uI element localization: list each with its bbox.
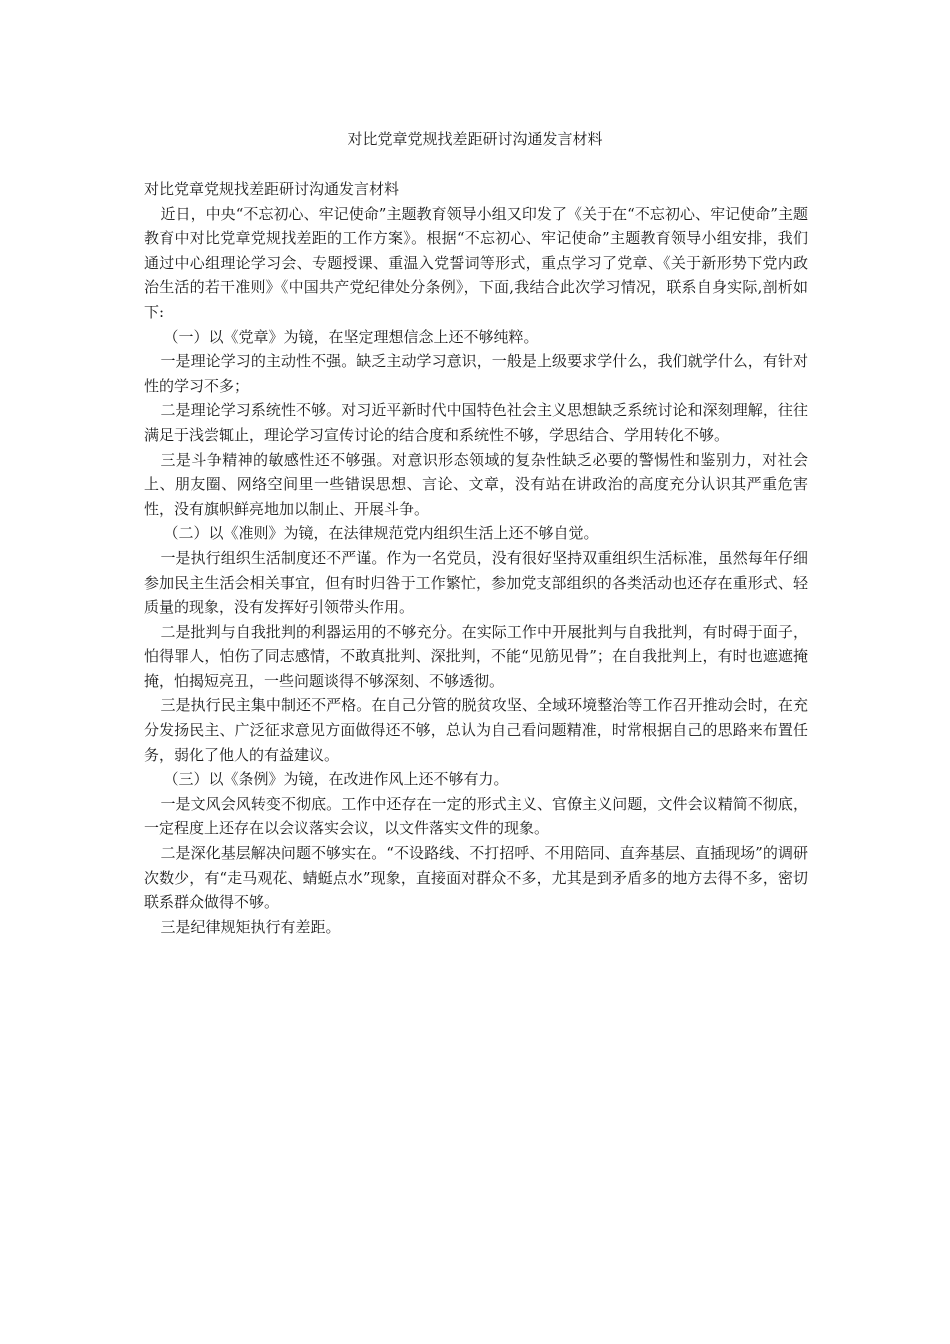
section-1-point-2: 二是理论学习系统性不够。对习近平新时代中国特色社会主义思想缺乏系统讨论和深刻理解，往往满足于浅尝辄止，理论学习宣传讨论的结合度和系统性不够，学思结合、学用转化不够。 (144, 401, 808, 444)
section-heading-2: （二）以《准则》为镜，在法律规范党内组织生活上还不够自觉。 (163, 524, 599, 543)
section-heading-3: （三）以《条例》为镜，在改进作风上还不够有力。 (163, 770, 509, 789)
section-2-point-2: 二是批判与自我批判的利器运用的不够充分。在实际工作中开展批判与自我批判，有时碍于面子，怕得罪人，怕伤了同志感情，不敢真批判、深批判，不能“见筋见骨”；在自我批判上，有时也遮遮掩掩，怕揭短亮丑，一些问题谈得不够深刻、不够透彻。 (144, 622, 808, 690)
section-heading-1: （一）以《党章》为镜，在坚定理想信念上还不够纯粹。 (163, 327, 539, 346)
section-3-point-2: 二是深化基层解决问题不够实在。“不设路线、不打招呼、不用陪同、直奔基层、直插现场”的调研次数少，有“走马观花、蜻蜓点水”现象，直接面对群众不多，尤其是到矛盾多的地方去得不多，密切联系群众做得不够。 (144, 844, 808, 912)
section-2-point-1: 一是执行组织生活制度还不严谨。作为一名党员，没有很好坚持双重组织生活标准，虽然每年仔细参加民主生活会相关事宜，但有时归咎于工作繁忙，参加党支部组织的各类活动也还存在重形式、轻质量的现象，没有发挥好引领带头作用。 (144, 548, 808, 617)
section-1-point-3: 三是斗争精神的敏感性还不够强。对意识形态领域的复杂性缺乏必要的警惕性和鉴别力，对社会上、朋友圈、网络空间里一些错误思想、言论、文章，没有站在讲政治的高度充分认识其严重危害性，没有旗帜鲜亮地加以制止、开展斗争。 (144, 450, 808, 518)
section-3-point-3: 三是纪律规矩执行有差距。 (160, 917, 341, 936)
document-body (144, 177, 808, 939)
intro-paragraph: 近日，中央“不忘初心、牢记使命”主题教育领导小组又印发了《关于在“不忘初心、牢记使命”主题教育中对比党章党规找差距的工作方案》。根据“不忘初心、牢记使命”主题教育领导小组安排，我们通过中心组理论学习会、专题授课、重温入党誓词等形式，重点学习了党章、《关于新形势下党内政治生活的若干准则》《中国共产党纪律处分条例》，下面,我结合此次学习情况，联系自身实际,剖析如下: (144, 204, 808, 321)
section-3-point-1: 一是文风会风转变不彻底。工作中还存在一定的形式主义、官僚主义问题，文件会议精简不彻底，一定程度上还存在以会议落实会议，以文件落实文件的现象。 (144, 794, 808, 838)
document-title: 对比党章党规找差距研讨沟通发言材料 (347, 130, 603, 148)
section-1-point-1: 一是理论学习的主动性不强。缺乏主动学习意识，一般是上级要求学什么，我们就学什么，有针对性的学习不多； (144, 352, 808, 395)
section-2-point-3: 三是执行民主集中制还不严格。在自己分管的脱贫攻坚、全域环境整治等工作召开推动会时，在充分发扬民主、广泛征求意见方面做得还不够，总认为自己看问题精准，时常根据自己的思路来布置任务，弱化了他人的有益建议。 (144, 696, 808, 764)
body-subtitle: 对比党章党规找差距研讨沟通发言材料 (144, 180, 400, 198)
